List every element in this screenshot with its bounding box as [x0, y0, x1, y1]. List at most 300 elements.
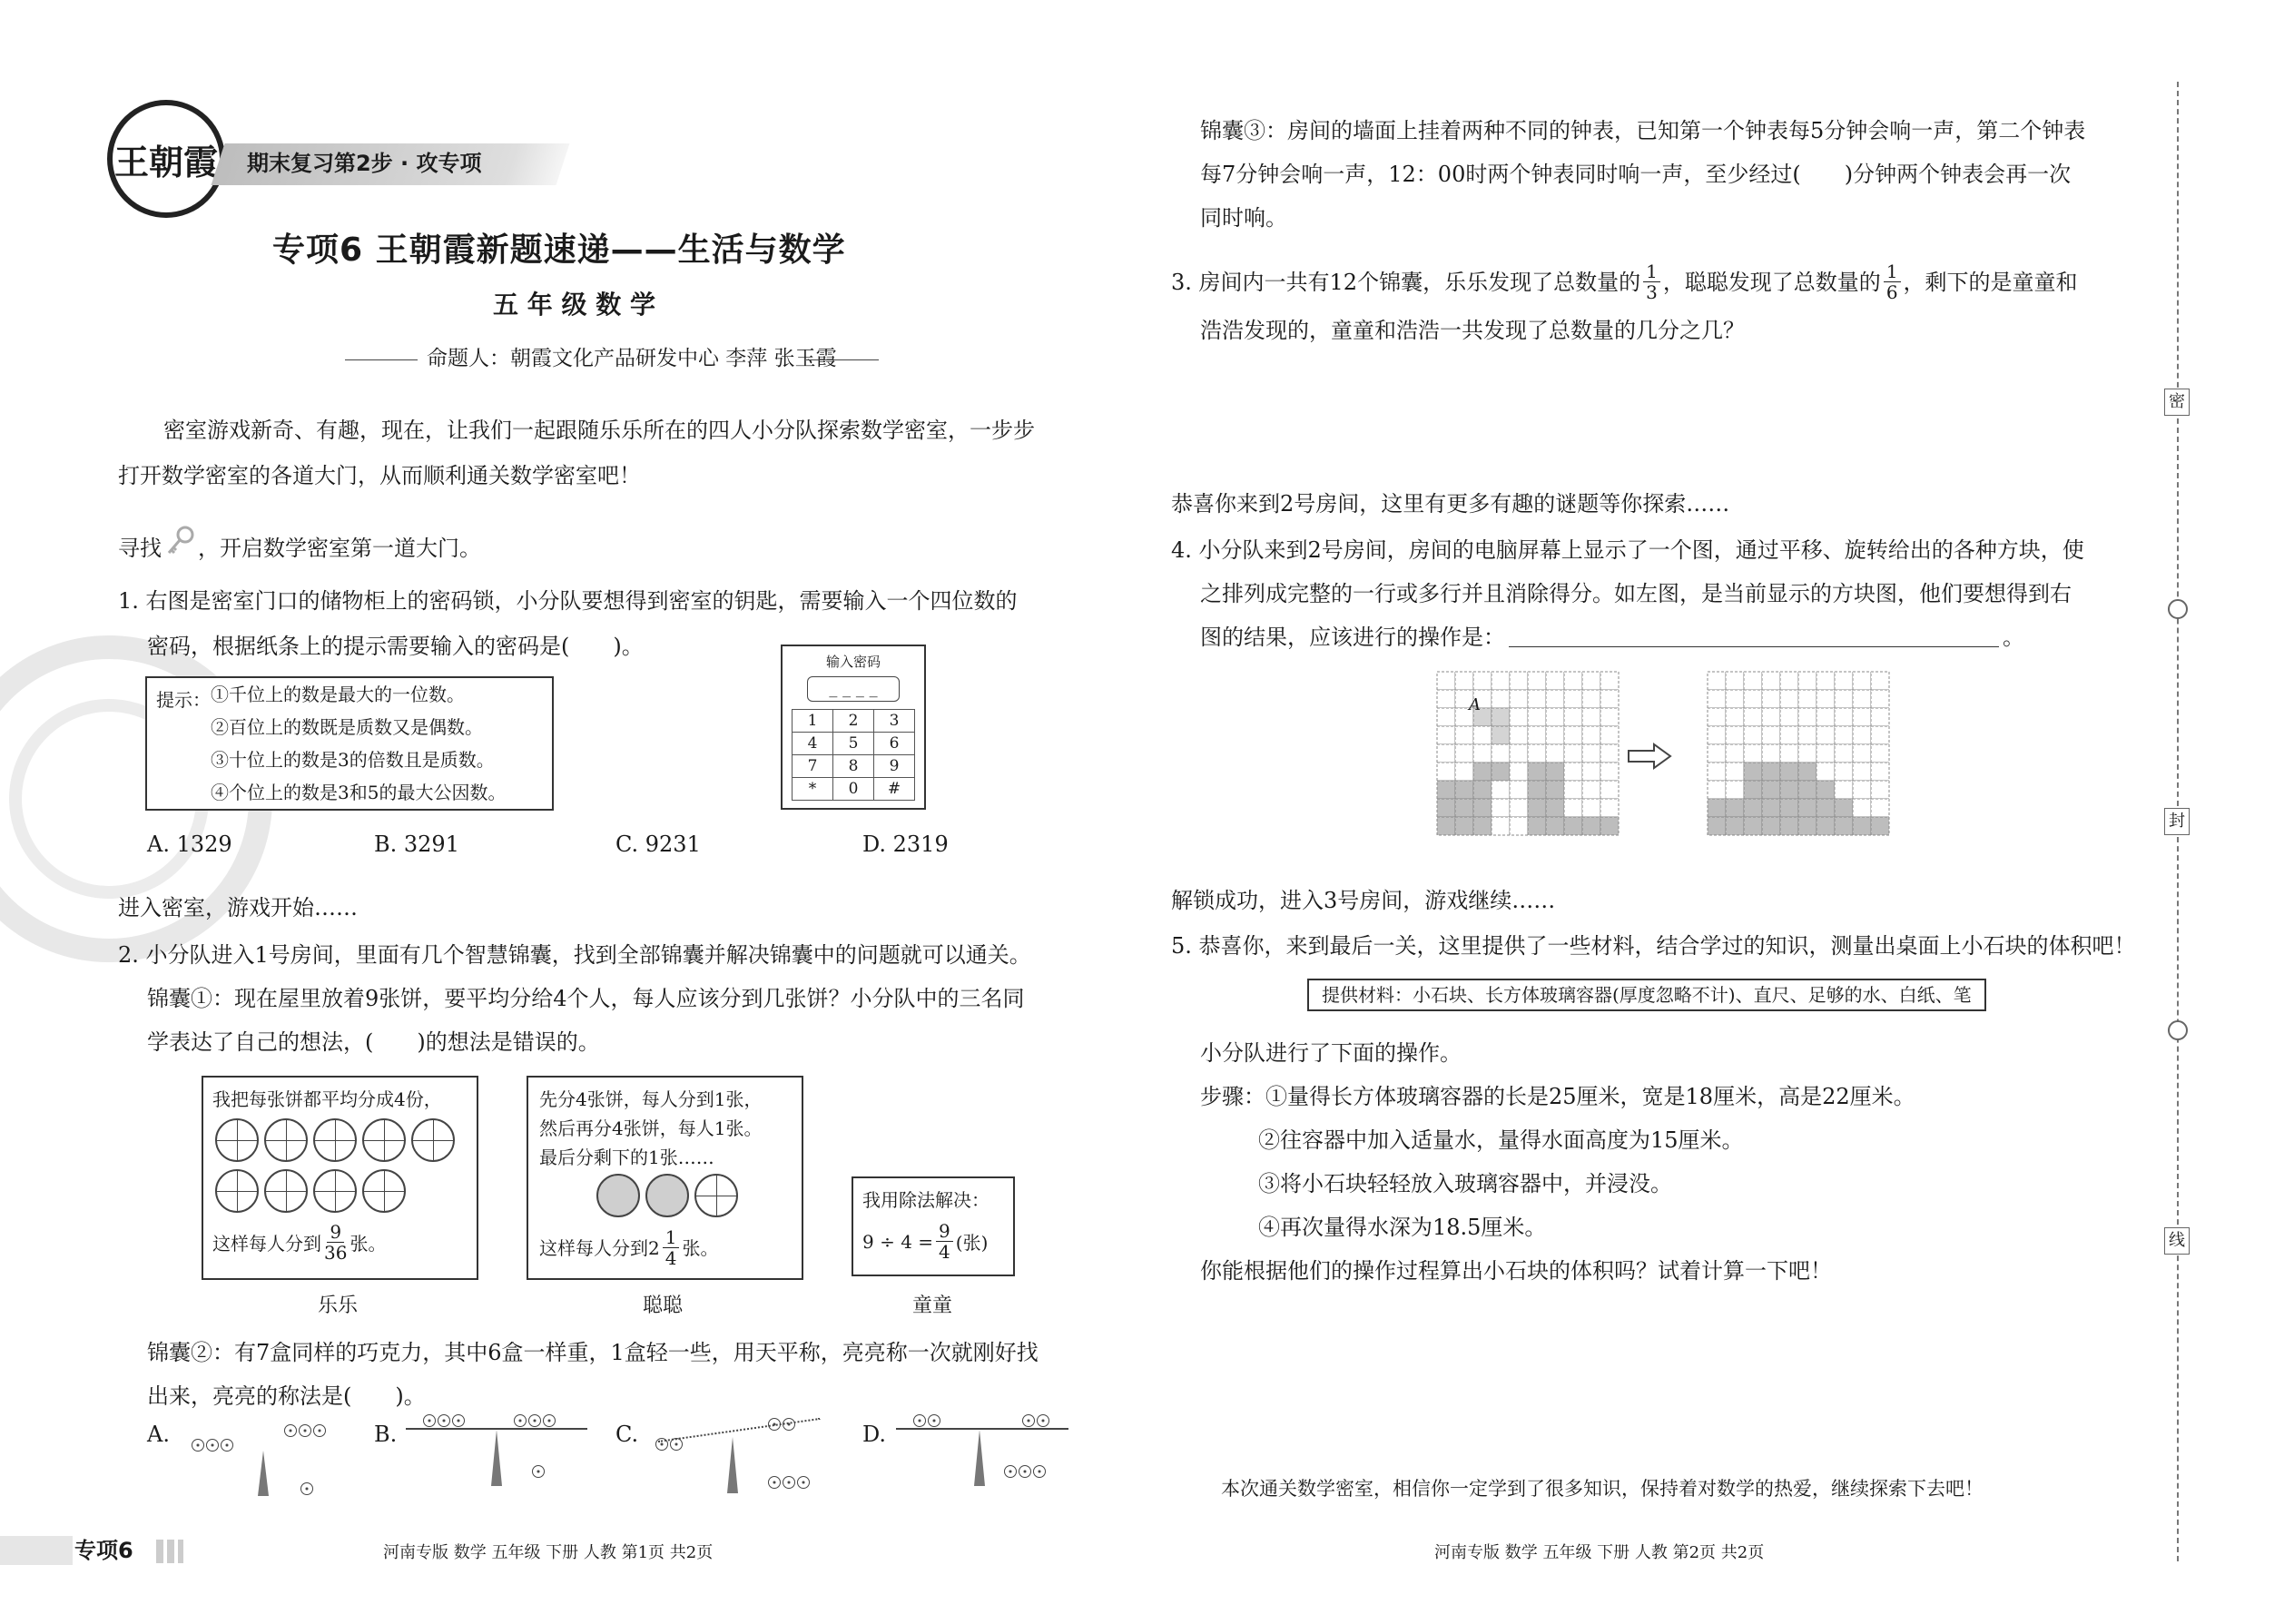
- grid-cell: [1708, 708, 1726, 726]
- password-keypad: [781, 645, 926, 810]
- grid-cell: [1510, 763, 1528, 781]
- q1-line-2: 密码，根据纸条上的提示需要输入的密码是( )。: [147, 634, 644, 659]
- grid-cell: [1816, 763, 1835, 781]
- step-4: ④再次量得水深为18.5厘米。: [1258, 1215, 1547, 1240]
- grid-cell: [1564, 708, 1582, 726]
- ask-text: 你能根据他们的操作过程算出小石块的体积吗？试着计算一下吧！: [1200, 1258, 1832, 1284]
- footer-tag-squares: [156, 1540, 183, 1563]
- keypad-key[interactable]: 6: [874, 733, 915, 755]
- grid-cell: [1546, 726, 1564, 744]
- right-arrow-icon: [1627, 743, 1672, 773]
- lele-text: 我把每张饼都平均分成4份，: [212, 1088, 442, 1110]
- grid-cell: [1546, 817, 1564, 835]
- grid-cell: [1600, 799, 1619, 817]
- fraction-numerator: 1: [1643, 261, 1660, 282]
- pie-icon: [313, 1118, 357, 1162]
- grid-cell: [1835, 799, 1853, 817]
- grid-cell: [1871, 744, 1889, 763]
- keypad-key[interactable]: 7: [793, 755, 833, 778]
- grid-cell: [1708, 763, 1726, 781]
- intro-line-2: 打开数学密室的各道大门，从而顺利通关数学密室吧！: [118, 463, 641, 488]
- grid-cell: [1835, 744, 1853, 763]
- grid-cell: [1708, 690, 1726, 708]
- fraction: [324, 1222, 347, 1263]
- grid-cell: [1546, 763, 1564, 781]
- step-banner-text: 期末复习第2步 · 攻专项: [247, 151, 482, 176]
- grid-cell: [1492, 781, 1510, 799]
- authors-rule-left: [345, 359, 418, 360]
- grid-cell: [1726, 799, 1744, 817]
- keypad-display-text: _ _ _ _: [829, 679, 878, 698]
- fraction: [1884, 261, 1901, 302]
- scale-option-c[interactable]: C.: [615, 1422, 639, 1447]
- hint-box: [145, 676, 554, 811]
- binding-label: 封: [2169, 812, 2185, 831]
- binding-label: 线: [2169, 1231, 2185, 1250]
- footer-left: 河南专版 数学 五年级 下册 人教 第1页 共2页: [383, 1543, 714, 1562]
- grid-cell: [1582, 672, 1600, 690]
- grid-cell: [1744, 799, 1762, 817]
- fraction-denominator: 36: [324, 1242, 348, 1264]
- grid-cell: [1708, 817, 1726, 835]
- grid-cell: [1816, 726, 1835, 744]
- grid-cell: [1744, 672, 1762, 690]
- keypad-key[interactable]: 3: [874, 710, 915, 733]
- grid-cell: [1582, 708, 1600, 726]
- keypad-key[interactable]: 9: [874, 755, 915, 778]
- brand-logo: [107, 100, 225, 218]
- grid-cell: [1564, 817, 1582, 835]
- q1-option-a[interactable]: A. 1329: [147, 832, 232, 857]
- grid-cell: [1780, 817, 1798, 835]
- grid-cell: [1564, 781, 1582, 799]
- grid-cell: [1437, 690, 1455, 708]
- pie-icon: [313, 1169, 357, 1213]
- grid-cell: [1835, 672, 1853, 690]
- grid-cell: [1492, 672, 1510, 690]
- grid-cell: [1600, 672, 1619, 690]
- binding-label-box: [2164, 389, 2190, 416]
- grid-cell: [1564, 672, 1582, 690]
- hint-item: ④个位上的数是3和5的最大公因数。: [211, 782, 507, 803]
- grid-cell: [1744, 726, 1762, 744]
- grid-cell: [1437, 763, 1455, 781]
- congcong-line: 最后分剩下的1张……: [539, 1147, 714, 1168]
- pie-icon: [694, 1174, 738, 1217]
- grid-cell: [1871, 690, 1889, 708]
- pie-icon: [362, 1169, 406, 1213]
- grid-cell: [1780, 744, 1798, 763]
- grid-cell: [1780, 672, 1798, 690]
- unlock-text: 解锁成功，进入3号房间，游戏继续……: [1171, 888, 1556, 913]
- fraction-denominator: 3: [1646, 281, 1658, 303]
- grid-cell: [1437, 781, 1455, 799]
- grid-cell: [1835, 781, 1853, 799]
- grid-cell: [1437, 672, 1455, 690]
- grid-cell: [1455, 726, 1473, 744]
- grid-cell: [1528, 744, 1546, 763]
- pie-row: [594, 1172, 791, 1227]
- binding-hole-icon: [2168, 1020, 2188, 1040]
- grid-cell: [1492, 763, 1510, 781]
- grid-cell: [1726, 708, 1744, 726]
- grid-cell: [1600, 817, 1619, 835]
- grid-cell: [1528, 690, 1546, 708]
- grid-cell: [1835, 708, 1853, 726]
- grid-cell: [1492, 708, 1510, 726]
- grid-cell: [1510, 817, 1528, 835]
- grid-cell: [1437, 817, 1455, 835]
- grid-cell: [1455, 799, 1473, 817]
- q3-text-post: ，剩下的是童童和: [1903, 269, 2078, 295]
- grid-cell: [1798, 690, 1816, 708]
- binding-label: 密: [2169, 392, 2185, 411]
- tongtong-line: 我用除法解决：: [862, 1189, 989, 1211]
- ops-intro: 小分队进行了下面的操作。: [1200, 1040, 1462, 1066]
- grid-cell: [1798, 799, 1816, 817]
- grid-cell: [1744, 708, 1762, 726]
- q1-line-1: 1. 右图是密室门口的储物柜上的密码锁，小分队要想得到密室的钥匙，需要输入一个四位数的: [118, 588, 1018, 614]
- grid-cell: [1816, 744, 1835, 763]
- grid-cell: [1600, 781, 1619, 799]
- grid-cell: [1546, 799, 1564, 817]
- grid-cell: [1780, 690, 1798, 708]
- grid-cell: [1762, 763, 1780, 781]
- q2-line-2: 锦囊①：现在屋里放着9张饼，要平均分给4个人，每人应该分到几张饼？小分队中的三名同: [147, 986, 1025, 1011]
- room2-text: 恭喜你来到2号房间，这里有更多有趣的谜题等你探索……: [1171, 491, 1730, 517]
- tongtong-eq-pre: 9 ÷ 4 =: [862, 1230, 934, 1253]
- enter-room-text: 进入密室，游戏开始……: [118, 895, 358, 920]
- grid-cell: [1726, 726, 1744, 744]
- grid-cell: [1437, 708, 1455, 726]
- fraction-numerator: 1: [1884, 261, 1901, 282]
- grid-cell: [1437, 726, 1455, 744]
- keypad-key[interactable]: 8: [833, 755, 874, 778]
- congcong-line: 然后再分4张饼，每人1张。: [539, 1117, 763, 1139]
- grid-cell: [1871, 799, 1889, 817]
- lele-box: [202, 1076, 478, 1280]
- grid-cell: [1762, 690, 1780, 708]
- filled-pie-icon: [596, 1174, 640, 1217]
- grid-cell: [1708, 799, 1726, 817]
- grid-cell: [1564, 744, 1582, 763]
- page-title: 专项6 王朝霞新题速递——生活与数学: [272, 231, 846, 269]
- pie-icon: [215, 1169, 259, 1213]
- grid-cell: [1871, 672, 1889, 690]
- grid-cell: [1492, 690, 1510, 708]
- pie-icon: [362, 1118, 406, 1162]
- q4-line-1: 4. 小分队来到2号房间，房间的电脑屏幕上显示了一个图，通过平移、旋转给出的各种方块，使: [1171, 537, 2084, 563]
- congcong-line: 先分4张饼，每人分到1张，: [539, 1088, 763, 1110]
- grid-cell: [1708, 744, 1726, 763]
- binding-label-box: [2164, 1227, 2190, 1255]
- q2-line-3: 学表达了自己的想法，( )的想法是错误的。: [147, 1029, 600, 1055]
- lele-result-post: 张。: [350, 1233, 387, 1255]
- grid-cell: [1853, 708, 1871, 726]
- grid-cell: [1473, 781, 1492, 799]
- hint-item: ②百位上的数既是质数又是偶数。: [211, 716, 483, 738]
- fraction: [936, 1221, 953, 1262]
- grid-cell: [1582, 781, 1600, 799]
- grid-cell: [1798, 817, 1816, 835]
- brand-logo-text: 王朝霞: [113, 141, 218, 182]
- pie-icon: [215, 1118, 259, 1162]
- q5-line-1: 5. 恭喜你，来到最后一关，这里提供了一些材料，结合学过的知识，测量出桌面上小石块的体积吧！: [1171, 933, 2136, 959]
- grid-cell: [1762, 799, 1780, 817]
- grid-cell: [1455, 763, 1473, 781]
- grid-cell: [1726, 744, 1744, 763]
- grid-cell: [1816, 799, 1835, 817]
- grid-cell: [1528, 781, 1546, 799]
- grid-cell: [1546, 781, 1564, 799]
- grid-cell: [1835, 817, 1853, 835]
- q4-line-3: 图的结果，应该进行的操作是：: [1200, 625, 1505, 650]
- grid-cell: [1762, 817, 1780, 835]
- grid-cell: [1726, 781, 1744, 799]
- grid-cell: [1780, 799, 1798, 817]
- fraction: [663, 1227, 680, 1268]
- grid-cell: [1816, 781, 1835, 799]
- grid-cell: [1473, 817, 1492, 835]
- tongtong-eq-post: (张): [955, 1232, 989, 1254]
- pie-row: [212, 1117, 468, 1167]
- grid-cell: [1762, 672, 1780, 690]
- congcong-result-post: 张。: [682, 1236, 719, 1259]
- grid-cell: [1762, 708, 1780, 726]
- fraction-numerator: 9: [327, 1222, 344, 1243]
- grid-cell: [1564, 690, 1582, 708]
- find-key-label: 寻找: [118, 536, 162, 561]
- intro-line-1: 密室游戏新奇、有趣，现在，让我们一起跟随乐乐所在的四人小分队探索数学密室，一步步: [163, 418, 1035, 443]
- keypad-key[interactable]: #: [874, 778, 915, 801]
- grid-cell: [1600, 744, 1619, 763]
- pie-icon: [264, 1169, 308, 1213]
- grid-cell: [1744, 690, 1762, 708]
- keypad-key[interactable]: *: [793, 778, 833, 801]
- grid-cell: [1437, 799, 1455, 817]
- grid-cell: [1744, 781, 1762, 799]
- grid-cell: [1853, 799, 1871, 817]
- footer-tag-bar: [0, 1536, 73, 1565]
- authors-rule-right: [806, 359, 879, 360]
- q2-line-1: 2. 小分队进入1号房间，里面有几个智慧锦囊，找到全部锦囊并解决锦囊中的问题就可以通关。: [118, 942, 1031, 968]
- grid-cell: [1780, 726, 1798, 744]
- grid-cell: [1582, 690, 1600, 708]
- fraction: [1643, 261, 1660, 302]
- keypad-key[interactable]: 0: [833, 778, 874, 801]
- page-subtitle: 五 年 级 数 学: [493, 290, 655, 320]
- grid-cell: [1744, 763, 1762, 781]
- q3-text-mid: ，聪聪发现了总数量的: [1662, 269, 1881, 295]
- block-grid-before: [1433, 667, 1632, 845]
- grid-cell: [1798, 781, 1816, 799]
- grid-cell: [1780, 708, 1798, 726]
- grid-cell: [1510, 781, 1528, 799]
- q4-answer-blank[interactable]: [1509, 646, 1999, 647]
- q3-text-pre: 3. 房间内一共有12个锦囊，乐乐发现了总数量的: [1171, 269, 1641, 295]
- grid-cell: [1546, 672, 1564, 690]
- q1-option-c[interactable]: C. 9231: [615, 832, 701, 857]
- grid-cell: [1798, 726, 1816, 744]
- grid-cell: [1871, 708, 1889, 726]
- scale-option-b[interactable]: B.: [374, 1422, 398, 1447]
- balance-scale-a: [182, 1418, 363, 1518]
- q2c-line-3: 同时响。: [1200, 205, 1287, 231]
- step-1: 步骤：①量得长方体玻璃容器的长是25厘米，宽是18厘米，高是22厘米。: [1200, 1084, 1915, 1109]
- congcong-box: [527, 1076, 803, 1280]
- scale-option-d[interactable]: D.: [862, 1422, 887, 1447]
- pie-icon: [411, 1118, 455, 1162]
- grid-cell: [1582, 799, 1600, 817]
- grid-cell: [1853, 690, 1871, 708]
- footer-right: 河南专版 数学 五年级 下册 人教 第2页 共2页: [1434, 1543, 1765, 1562]
- grid-cell: [1582, 744, 1600, 763]
- keypad-grid: [792, 709, 915, 801]
- grid-cell: [1853, 763, 1871, 781]
- grid-cell: [1780, 763, 1798, 781]
- grid-cell: [1780, 781, 1798, 799]
- grid-cell: [1600, 690, 1619, 708]
- grid-cell: [1600, 708, 1619, 726]
- filled-pie-icon: [645, 1174, 689, 1217]
- grid-cell: [1437, 744, 1455, 763]
- grid-cell: [1816, 672, 1835, 690]
- grid-cell: [1492, 726, 1510, 744]
- grid-cell: [1492, 799, 1510, 817]
- grid-cell: [1853, 817, 1871, 835]
- q4-line-2: 之排列成完整的一行或多行并且消除得分。如左图，是当前显示的方块图，他们要想得到右: [1200, 581, 2072, 606]
- keypad-title: 输入密码: [825, 654, 881, 670]
- grid-cell: [1726, 817, 1744, 835]
- grid-cell: [1871, 781, 1889, 799]
- binding-hole-icon: [2168, 599, 2188, 619]
- materials-box: 提供材料：小石块、长方体玻璃容器(厚度忽略不计)、直尺、足够的水、白纸、笔: [1307, 979, 1986, 1011]
- balance-scale-b: [404, 1412, 595, 1511]
- grid-cell: [1798, 763, 1816, 781]
- grid-cell: [1726, 690, 1744, 708]
- fraction-denominator: 4: [665, 1247, 677, 1269]
- authors-line: 命题人：朝霞文化产品研发中心 李萍 张玉霞: [427, 347, 837, 370]
- grid-cell: [1582, 726, 1600, 744]
- q2c-line-2: 每7分钟会响一声，12：00时两个钟表同时响一声，至少经过( )分钟两个钟表会再一次: [1200, 162, 2072, 187]
- grid-cell: [1510, 799, 1528, 817]
- binding-label-box: [2164, 808, 2190, 835]
- grid-cell: [1816, 708, 1835, 726]
- q4-end: 。: [2003, 625, 2024, 650]
- grid-cell: [1528, 763, 1546, 781]
- keypad-key[interactable]: 4: [793, 733, 833, 755]
- name-tongtong: 童童: [912, 1294, 953, 1317]
- grid-cell: [1816, 690, 1835, 708]
- q1-option-d[interactable]: D. 2319: [862, 832, 949, 857]
- grid-cell: [1510, 708, 1528, 726]
- grid-point-label: A: [1469, 695, 1481, 714]
- grid-cell: [1816, 817, 1835, 835]
- grid-cell: [1564, 763, 1582, 781]
- grid-cell: [1582, 817, 1600, 835]
- footer-tag: 专项6: [74, 1538, 133, 1563]
- grid-cell: [1473, 799, 1492, 817]
- grid-cell: [1473, 744, 1492, 763]
- scale-option-a[interactable]: A.: [147, 1422, 170, 1447]
- grid-cell: [1455, 817, 1473, 835]
- q2b-line-1: 锦囊②：有7盒同样的巧克力，其中6盒一样重，1盒轻一些，用天平称，亮亮称一次就刚好找: [147, 1340, 1039, 1365]
- q3-line-2: 浩浩发现的，童童和浩浩一共发现了总数量的几分之几？: [1200, 318, 1745, 343]
- grid-cell: [1762, 781, 1780, 799]
- q2b-line-2: 出来，亮亮的称法是( )。: [147, 1383, 426, 1409]
- hint-label: 提示：: [156, 689, 211, 711]
- grid-cell: [1455, 672, 1473, 690]
- keypad-key[interactable]: 1: [793, 710, 833, 733]
- grid-cell: [1528, 726, 1546, 744]
- fraction-numerator: 9: [936, 1221, 953, 1242]
- q3-line-1: [1171, 261, 2078, 302]
- grid-cell: [1582, 763, 1600, 781]
- keypad-key[interactable]: 5: [833, 733, 874, 755]
- grid-cell: [1853, 781, 1871, 799]
- grid-cell: [1510, 726, 1528, 744]
- grid-cell: [1473, 763, 1492, 781]
- grid-cell: [1455, 781, 1473, 799]
- grid-cell: [1510, 744, 1528, 763]
- grid-cell: [1528, 817, 1546, 835]
- grid-cell: [1835, 763, 1853, 781]
- grid-cell: [1853, 744, 1871, 763]
- hint-item: ①千位上的数是最大的一位数。: [211, 684, 465, 705]
- balance-scale-d: [894, 1412, 1076, 1511]
- block-grid-after: [1703, 667, 1903, 845]
- grid-cell: [1708, 726, 1726, 744]
- grid-cell: [1871, 817, 1889, 835]
- grid-cell: [1744, 817, 1762, 835]
- grid-cell: [1708, 781, 1726, 799]
- grid-cell: [1473, 672, 1492, 690]
- q1-option-b[interactable]: B. 3291: [374, 832, 459, 857]
- grid-cell: [1762, 744, 1780, 763]
- grid-cell: [1528, 708, 1546, 726]
- grid-cell: [1835, 726, 1853, 744]
- hint-item: ③十位上的数是3的倍数且是质数。: [211, 749, 495, 771]
- grid-cell: [1853, 672, 1871, 690]
- name-congcong: 聪聪: [643, 1294, 684, 1317]
- key-icon: [163, 525, 196, 557]
- grid-cell: [1853, 726, 1871, 744]
- balance-scale-c: [649, 1412, 831, 1521]
- grid-cell: [1546, 708, 1564, 726]
- grid-cell: [1798, 744, 1816, 763]
- fraction-numerator: 1: [663, 1227, 680, 1248]
- grid-cell: [1871, 763, 1889, 781]
- keypad-key[interactable]: 2: [833, 710, 874, 733]
- grid-cell: [1600, 726, 1619, 744]
- grid-cell: [1600, 763, 1619, 781]
- name-lele: 乐乐: [318, 1294, 359, 1317]
- step-2: ②往容器中加入适量水，量得水面高度为15厘米。: [1258, 1127, 1744, 1153]
- grid-cell: [1546, 690, 1564, 708]
- grid-cell: [1546, 744, 1564, 763]
- grid-cell: [1871, 726, 1889, 744]
- q2c-line-1: 锦囊③：房间的墙面上挂着两种不同的钟表，已知第一个钟表每5分钟会响一声，第二个钟表: [1200, 118, 2086, 143]
- congcong-result-pre: 这样每人分到2: [539, 1236, 660, 1259]
- grid-cell: [1564, 726, 1582, 744]
- pie-icon: [264, 1118, 308, 1162]
- grid-cell: [1455, 744, 1473, 763]
- keypad-display: [807, 676, 900, 702]
- grid-cell: [1510, 672, 1528, 690]
- grid-cell: [1708, 672, 1726, 690]
- fraction-denominator: 6: [1885, 281, 1898, 303]
- grid-cell: [1726, 763, 1744, 781]
